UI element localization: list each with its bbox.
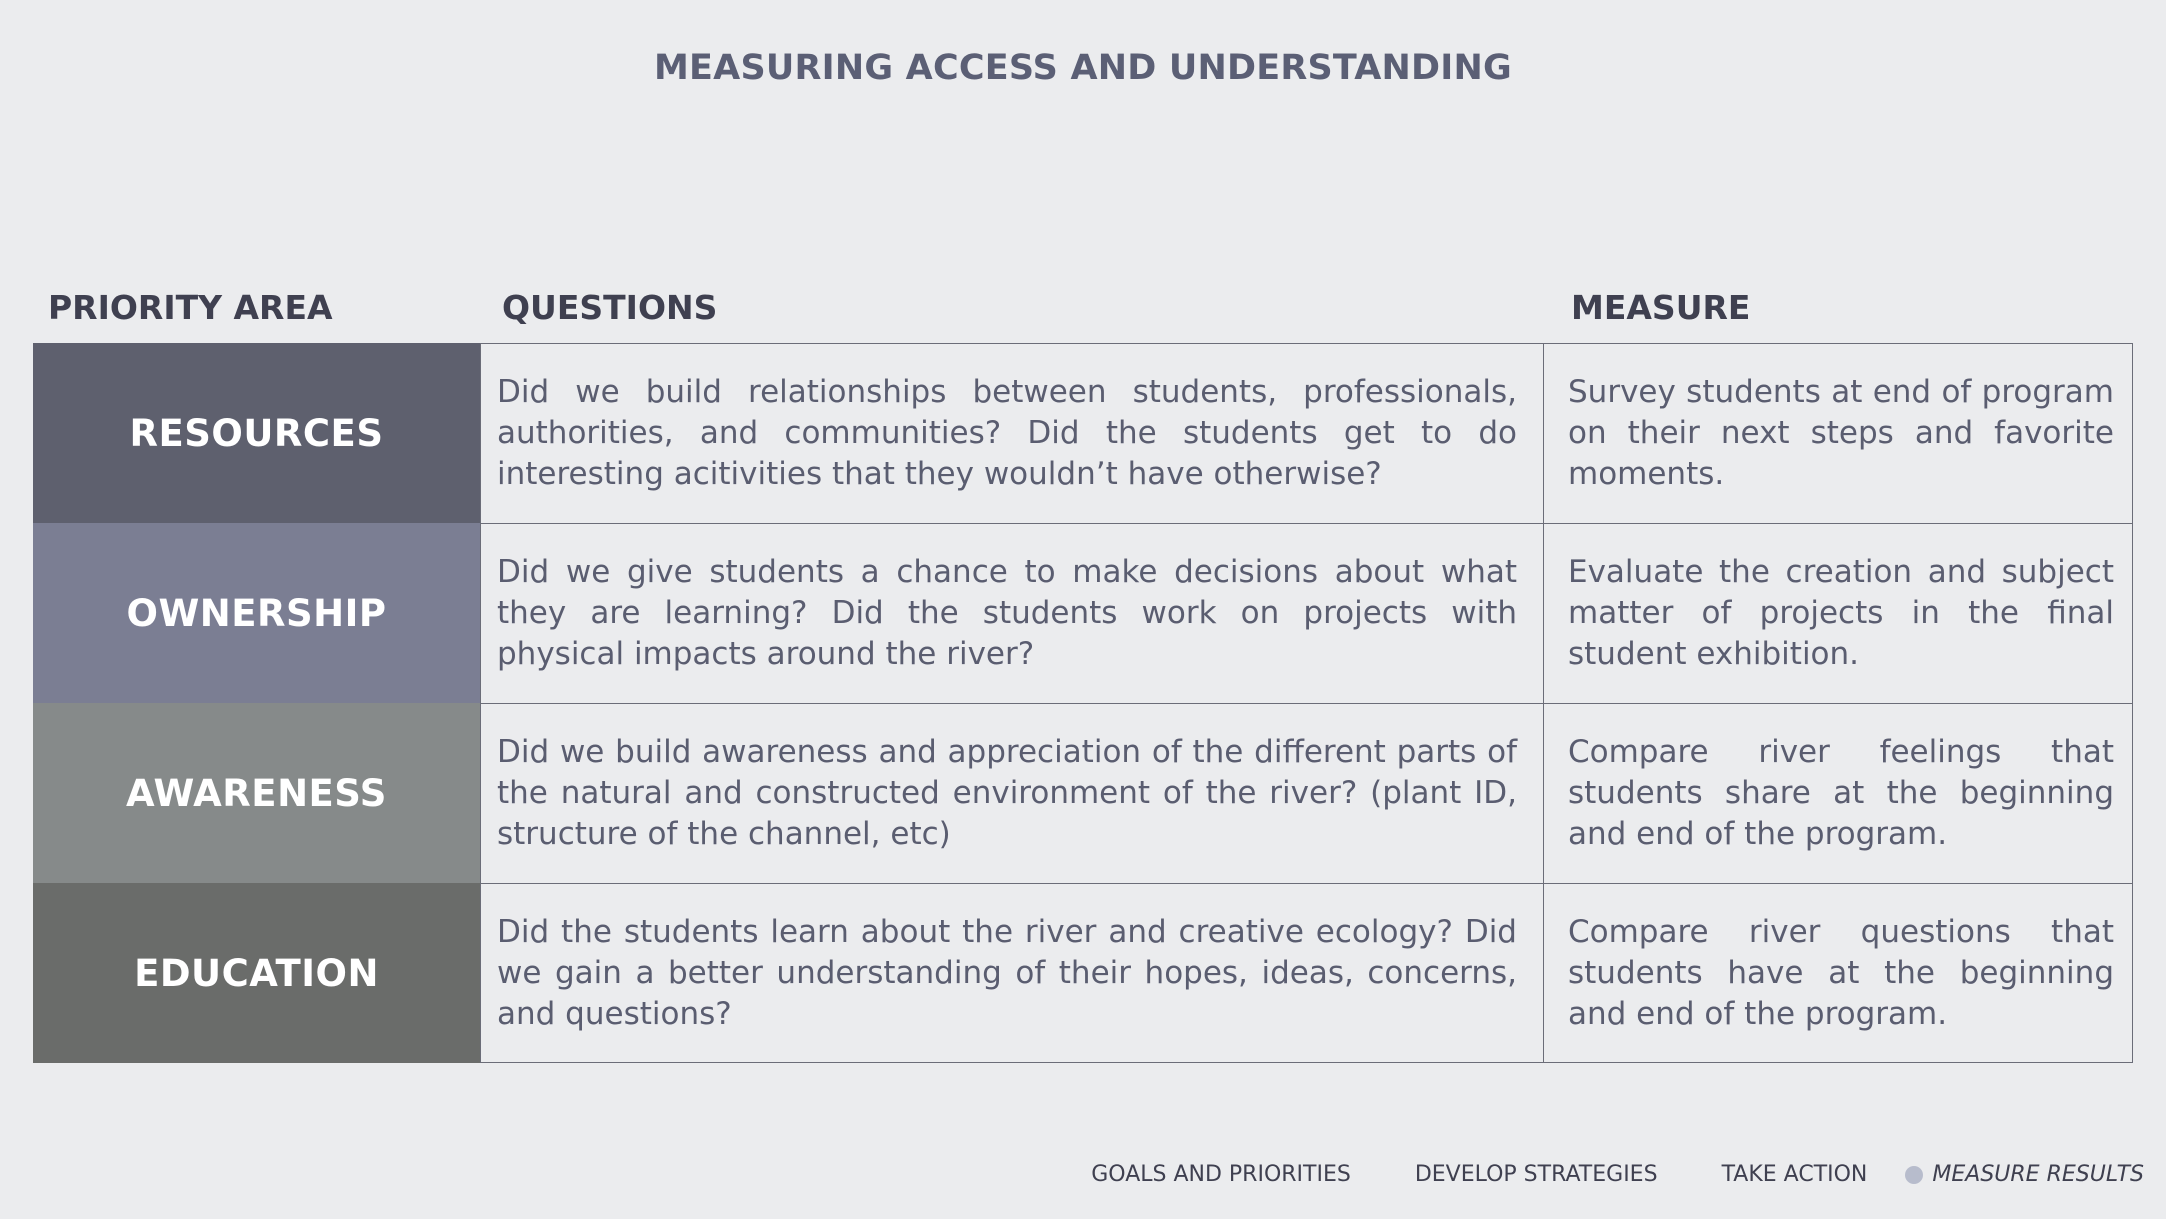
nav-measure-results[interactable] [1905,1162,2144,1187]
column-header-questions: QUESTIONS [502,288,718,327]
table-row-awareness [33,703,2133,883]
measure-cell [1544,883,2133,1063]
question-cell [480,883,1544,1063]
measure-text: Compare river feelings that students share at the beginning and end of the program. [1568,734,2114,852]
page-title: MEASURING ACCESS AND UNDERSTANDING [654,48,1512,88]
table-row-education [33,883,2133,1063]
measure-text: Survey students at end of program on their next steps and favorite moments. [1568,374,2114,492]
table-row-ownership [33,523,2133,703]
question-text: Did we build relationships between students, professionals, authorities, and communities? Did the students get to do interesting acitivities that they wouldn’t have otherwise? [497,374,1517,492]
column-header-measure: MEASURE [1571,288,1751,327]
priority-area-resources: RESOURCES [33,343,480,523]
question-cell [480,703,1544,883]
question-cell [480,343,1544,523]
dot-icon [1905,1166,1923,1184]
column-header-priority-area: PRIORITY AREA [48,288,333,327]
measure-text: Compare river questions that students have at the beginning and end of the program. [1568,913,2114,1032]
question-cell [480,523,1544,703]
nav-develop-strategies[interactable]: DEVELOP STRATEGIES [1414,1162,1658,1187]
priority-table [33,343,2133,1063]
nav-take-action[interactable]: TAKE ACTION [1721,1162,1868,1187]
priority-area-ownership: OWNERSHIP [33,523,480,703]
measure-text: Evaluate the creation and subject matter of projects in the final student exhibition. [1568,554,2114,672]
nav-goals-and-priorities[interactable]: GOALS AND PRIORITIES [1091,1162,1351,1187]
table-row-resources [33,343,2133,523]
question-text: Did we build awareness and appreciation of the different parts of the natural and constructed environment of the river? (plant ID, structure of the channel, etc) [497,734,1517,852]
measure-cell [1544,703,2133,883]
section-nav [1027,1162,2144,1187]
measure-cell [1544,523,2133,703]
question-text: Did we give students a chance to make decisions about what they are learning? Did the students work on projects with physical impacts around the river? [497,554,1517,672]
nav-measure-results-label: MEASURE RESULTS [1932,1162,2144,1187]
priority-area-education: EDUCATION [33,883,480,1063]
measure-cell [1544,343,2133,523]
priority-area-awareness: AWARENESS [33,703,480,883]
question-text: Did the students learn about the river and creative ecology? Did we gain a better understanding of their hopes, ideas, concerns, and questions? [497,913,1517,1032]
